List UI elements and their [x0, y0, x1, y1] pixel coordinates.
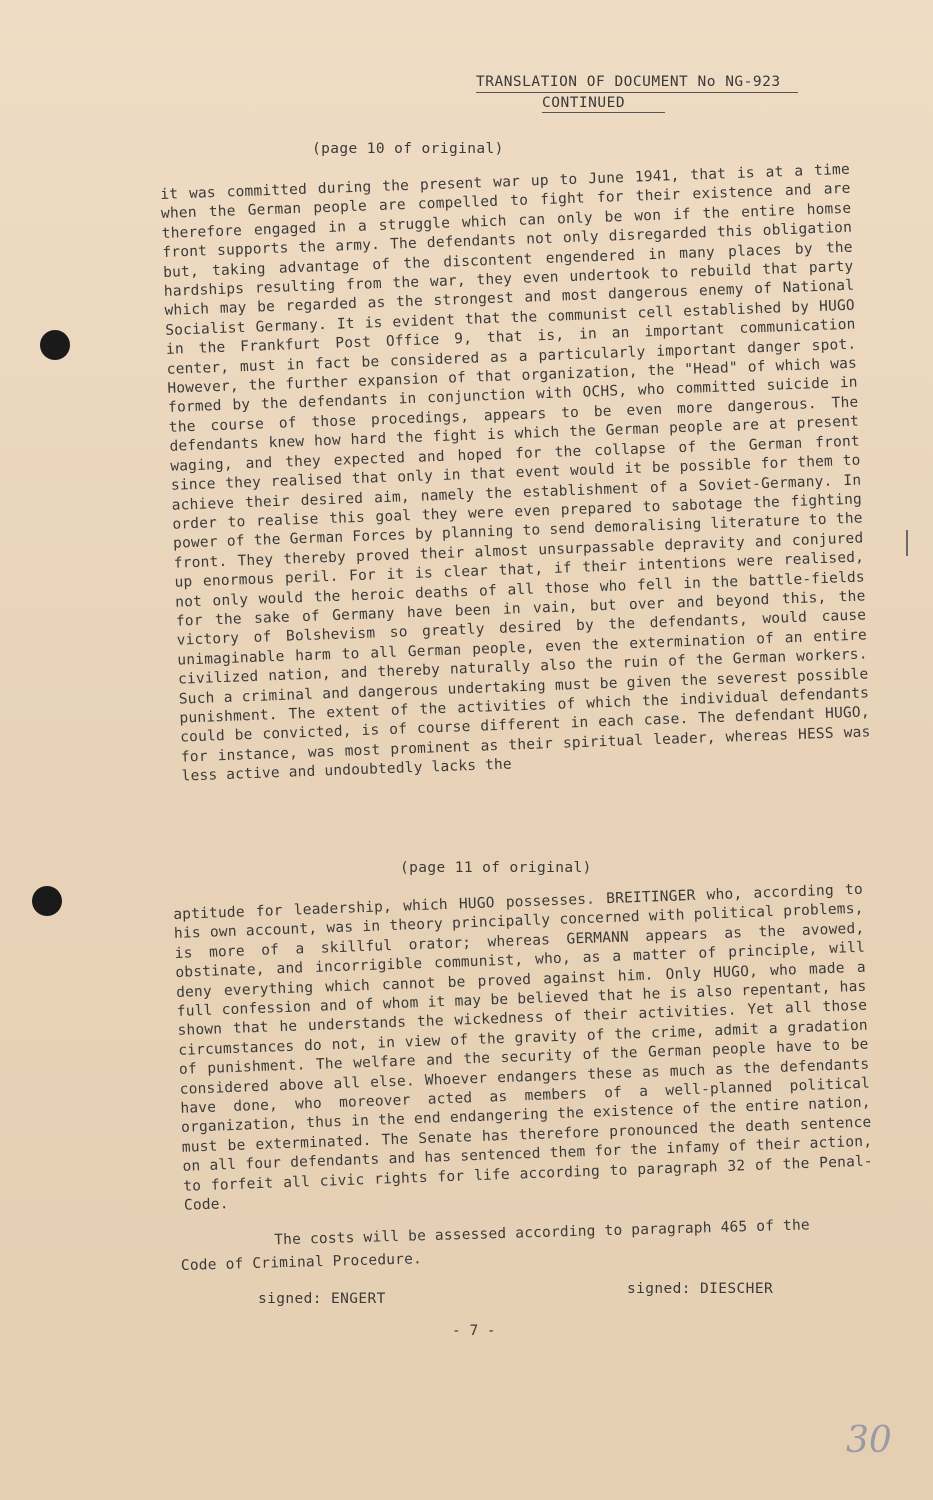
costs-line-2: Code of Criminal Procedure.: [180, 1251, 423, 1274]
body-paragraph-2: aptitude for leadership, which HUGO possesses. BREITINGER who, according to his own account, was in theory principally concerned with political problems, is more of a skillful orator; whereas GERMANN appears as the avowed, obstinate, and incorrigible communist, who, as a matter of principle, will deny everything which cannot be proved against him. Only HUGO, who made a full confession and of whom it may be believed that he is also repentant, has shown that he understands the wickedness of their activities. Yet all those circumstances do not, in view of the gravity of the crime, admit a gradation of punishment. The welfare and the security of the German people have to be considered above all else. Whoever endangers these as much as the defendants have done, who moreover acted as members of a well-planned political organization, thus in the end endangering the existence of the entire nation, must be exterminated. The Senate has therefore pronounced the death sentence on all four defendants and has sentenced them for the infamy of their action, to forfeit all civic rights for life according to paragraph 32 of the Penal-Code.: [173, 881, 874, 1214]
signature-diescher: signed: DIESCHER: [627, 1281, 774, 1297]
costs-line-1: The costs will be assessed according to paragraph 465 of the: [274, 1217, 811, 1249]
handwritten-page-number: 30: [846, 1420, 892, 1461]
page-ref-original-10: (page 10 of original): [312, 141, 504, 157]
page-ref-original-11: (page 11 of original): [400, 860, 592, 876]
page-number: - 7 -: [452, 1323, 496, 1339]
signature-engert: signed: ENGERT: [258, 1291, 386, 1307]
header-title: TRANSLATION OF DOCUMENT No NG-923: [476, 74, 798, 93]
header-continued: CONTINUED: [476, 95, 798, 111]
punch-hole-top: [40, 330, 70, 360]
punch-hole-bottom: [32, 886, 62, 916]
costs-paragraph: [180, 1213, 861, 1278]
body-paragraph-1: it was committed during the present war up to June 1941, that is at a time when the German people are compelled to fight for their existence and are therefore engaged in a struggle which can only be won if the entire homse front supports the army. The defendants not only disregarded this obligation but, taking advantage of the discontent engendered in many places by the hardships resulting from the war, they even undertook to rebuild that party which may be regarded as the strongest and most dangerous enemy of National Socialist Germany. It is evident that the communist cell established by HUGO in the Frankfurt Post Office 9, that is, in an important communication center, must in fact be considered as a particularly important danger spot. However, the further expansion of that organization, the "Head" of which was formed by the defendants in conjunction with OCHS, who committed suicide in the course of those procedings, appears to be even more dangerous. The defendants knew how hard the fight is which the German people are at present waging, and they expected and hoped for the collapse of the German front since they realised that only in that event would it be possible for them to achieve their desired aim, namely the establishment of a Soviet-Germany. In order to realise this goal they were even prepared to sabotage the fighting power of the German Forces by planning to send demoralising literature to the front. They thereby proved their almost unsurpassable depravity and conjured up enormous peril. For it is clear that, if their intentions were realised, not only would the heroic deaths of all those who fell in the battle-fields for the sake of Germany have been in vain, but over and beyond this, the victory of Bolshevism so greatly desired by the defendants, would cause unimaginable harm to all German people, even the extermination of an entire civilized nation, and thereby naturally also the ruin of the German workers. Such a criminal and dangerous undertaking must be given the severest possible punishment. The extent of the activities of which the individual defendants could be convicted, is of course different in each case. The defendant HUGO, for instance, was most prominent as their spiritual leader, whereas HESS was less active and undoubtedly lacks the: [160, 161, 871, 785]
margin-mark: [906, 530, 908, 556]
document-header: [476, 74, 798, 111]
